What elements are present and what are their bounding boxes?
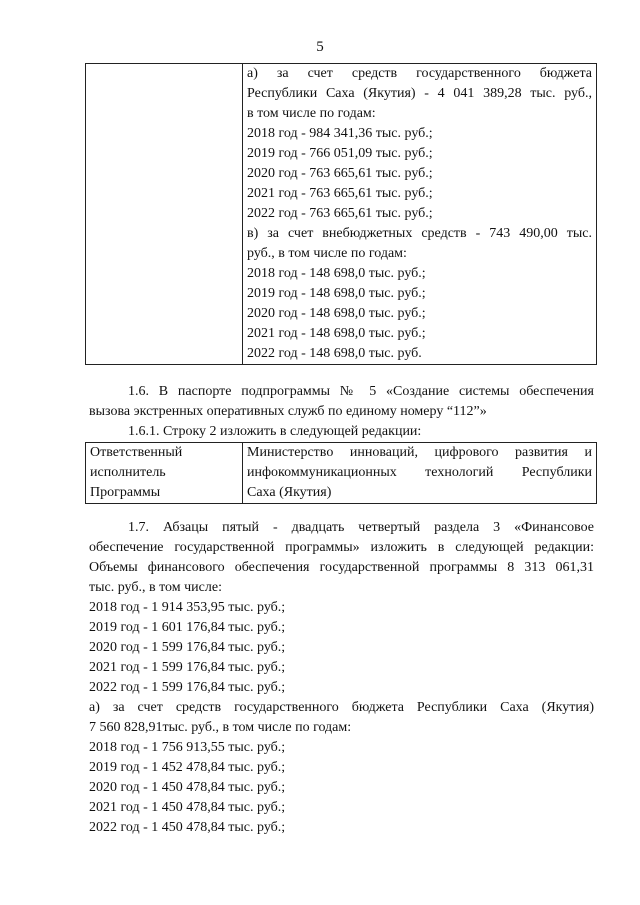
text-line: Ответственный — [90, 445, 183, 460]
text-line: 2020 год - 763 665,61 тыс. руб.; — [247, 166, 433, 181]
table-row — [86, 443, 597, 504]
funding-table — [85, 63, 597, 365]
table-cell-funding — [243, 64, 597, 365]
text-line: 7 560 828,91тыс. руб., в том числе по годам: — [89, 720, 352, 735]
text-line: 2020 год - 148 698,0 тыс. руб.; — [247, 306, 426, 321]
text-line: обеспечение государственной программы» изложить в следующей редакции: — [89, 540, 594, 555]
text-line: 2021 год - 148 698,0 тыс. руб.; — [247, 326, 426, 341]
text-line: в) за счет внебюджетных средств - 743 490,00 тыс. — [247, 226, 592, 241]
text-line: 2020 год - 1 450 478,84 тыс. руб.; — [89, 780, 286, 795]
text-line: 2018 год - 984 341,36 тыс. руб.; — [247, 126, 433, 141]
text-line: Саха (Якутия) — [247, 485, 332, 500]
text-line: 2018 год - 1 756 913,55 тыс. руб.; — [89, 740, 286, 755]
text-line: 2019 год - 1 452 478,84 тыс. руб.; — [89, 760, 286, 775]
table-row — [86, 64, 597, 365]
text-line: Республики Саха (Якутия) - 4 041 389,28 тыс. руб., — [247, 86, 592, 101]
text-line: а) за счет средств государственного бюджета Республики Саха (Якутия) — [89, 700, 594, 715]
text-line: 2018 год - 148 698,0 тыс. руб.; — [247, 266, 426, 281]
section-1-7 — [89, 518, 594, 838]
text-line: 2022 год - 763 665,61 тыс. руб.; — [247, 206, 433, 221]
table-cell-label — [86, 443, 243, 504]
text-line: 2020 год - 1 599 176,84 тыс. руб.; — [89, 640, 286, 655]
text-line: а) за счет средств государственного бюджета — [247, 66, 592, 81]
text-line: вызова экстренных оперативных служб по единому номеру “112”» — [89, 404, 487, 419]
text-line: исполнитель — [90, 465, 166, 480]
page-number: 5 — [316, 39, 324, 55]
text-line: 2021 год - 1 599 176,84 тыс. руб.; — [89, 660, 286, 675]
text-line: 2022 год - 1 450 478,84 тыс. руб.; — [89, 820, 286, 835]
responsible-table — [85, 442, 597, 504]
text-line: в том числе по годам: — [247, 106, 376, 121]
table-cell-empty — [86, 64, 243, 365]
text-line: 2018 год - 1 914 353,95 тыс. руб.; — [89, 600, 286, 615]
text-line: инфокоммуникационных технологий Республики — [247, 465, 592, 480]
text-line: 1.6. В паспорте подпрограммы № 5 «Создание системы обеспечения — [128, 384, 594, 399]
text-line: руб., в том числе по годам: — [247, 246, 407, 261]
text-line: Программы — [90, 485, 161, 500]
text-line: 1.6.1. Строку 2 изложить в следующей редакции: — [128, 424, 422, 439]
table-cell-value — [243, 443, 597, 504]
text-line: 2019 год - 766 051,09 тыс. руб.; — [247, 146, 433, 161]
text-line: 1.7. Абзацы пятый - двадцать четвертый раздела 3 «Финансовое — [128, 520, 594, 535]
text-line: 2021 год - 1 450 478,84 тыс. руб.; — [89, 800, 286, 815]
text-line: 2019 год - 148 698,0 тыс. руб.; — [247, 286, 426, 301]
text-line: тыс. руб., в том числе: — [89, 580, 222, 595]
text-line: 2022 год - 148 698,0 тыс. руб. — [247, 346, 422, 361]
text-line: Министерство инноваций, цифрового развития и — [247, 445, 592, 460]
text-line: 2022 год - 1 599 176,84 тыс. руб.; — [89, 680, 286, 695]
text-line: Объемы финансового обеспечения государственной программы 8 313 061,31 — [89, 560, 594, 575]
text-line: 2019 год - 1 601 176,84 тыс. руб.; — [89, 620, 286, 635]
section-1-6 — [89, 382, 594, 442]
text-line: 2021 год - 763 665,61 тыс. руб.; — [247, 186, 433, 201]
